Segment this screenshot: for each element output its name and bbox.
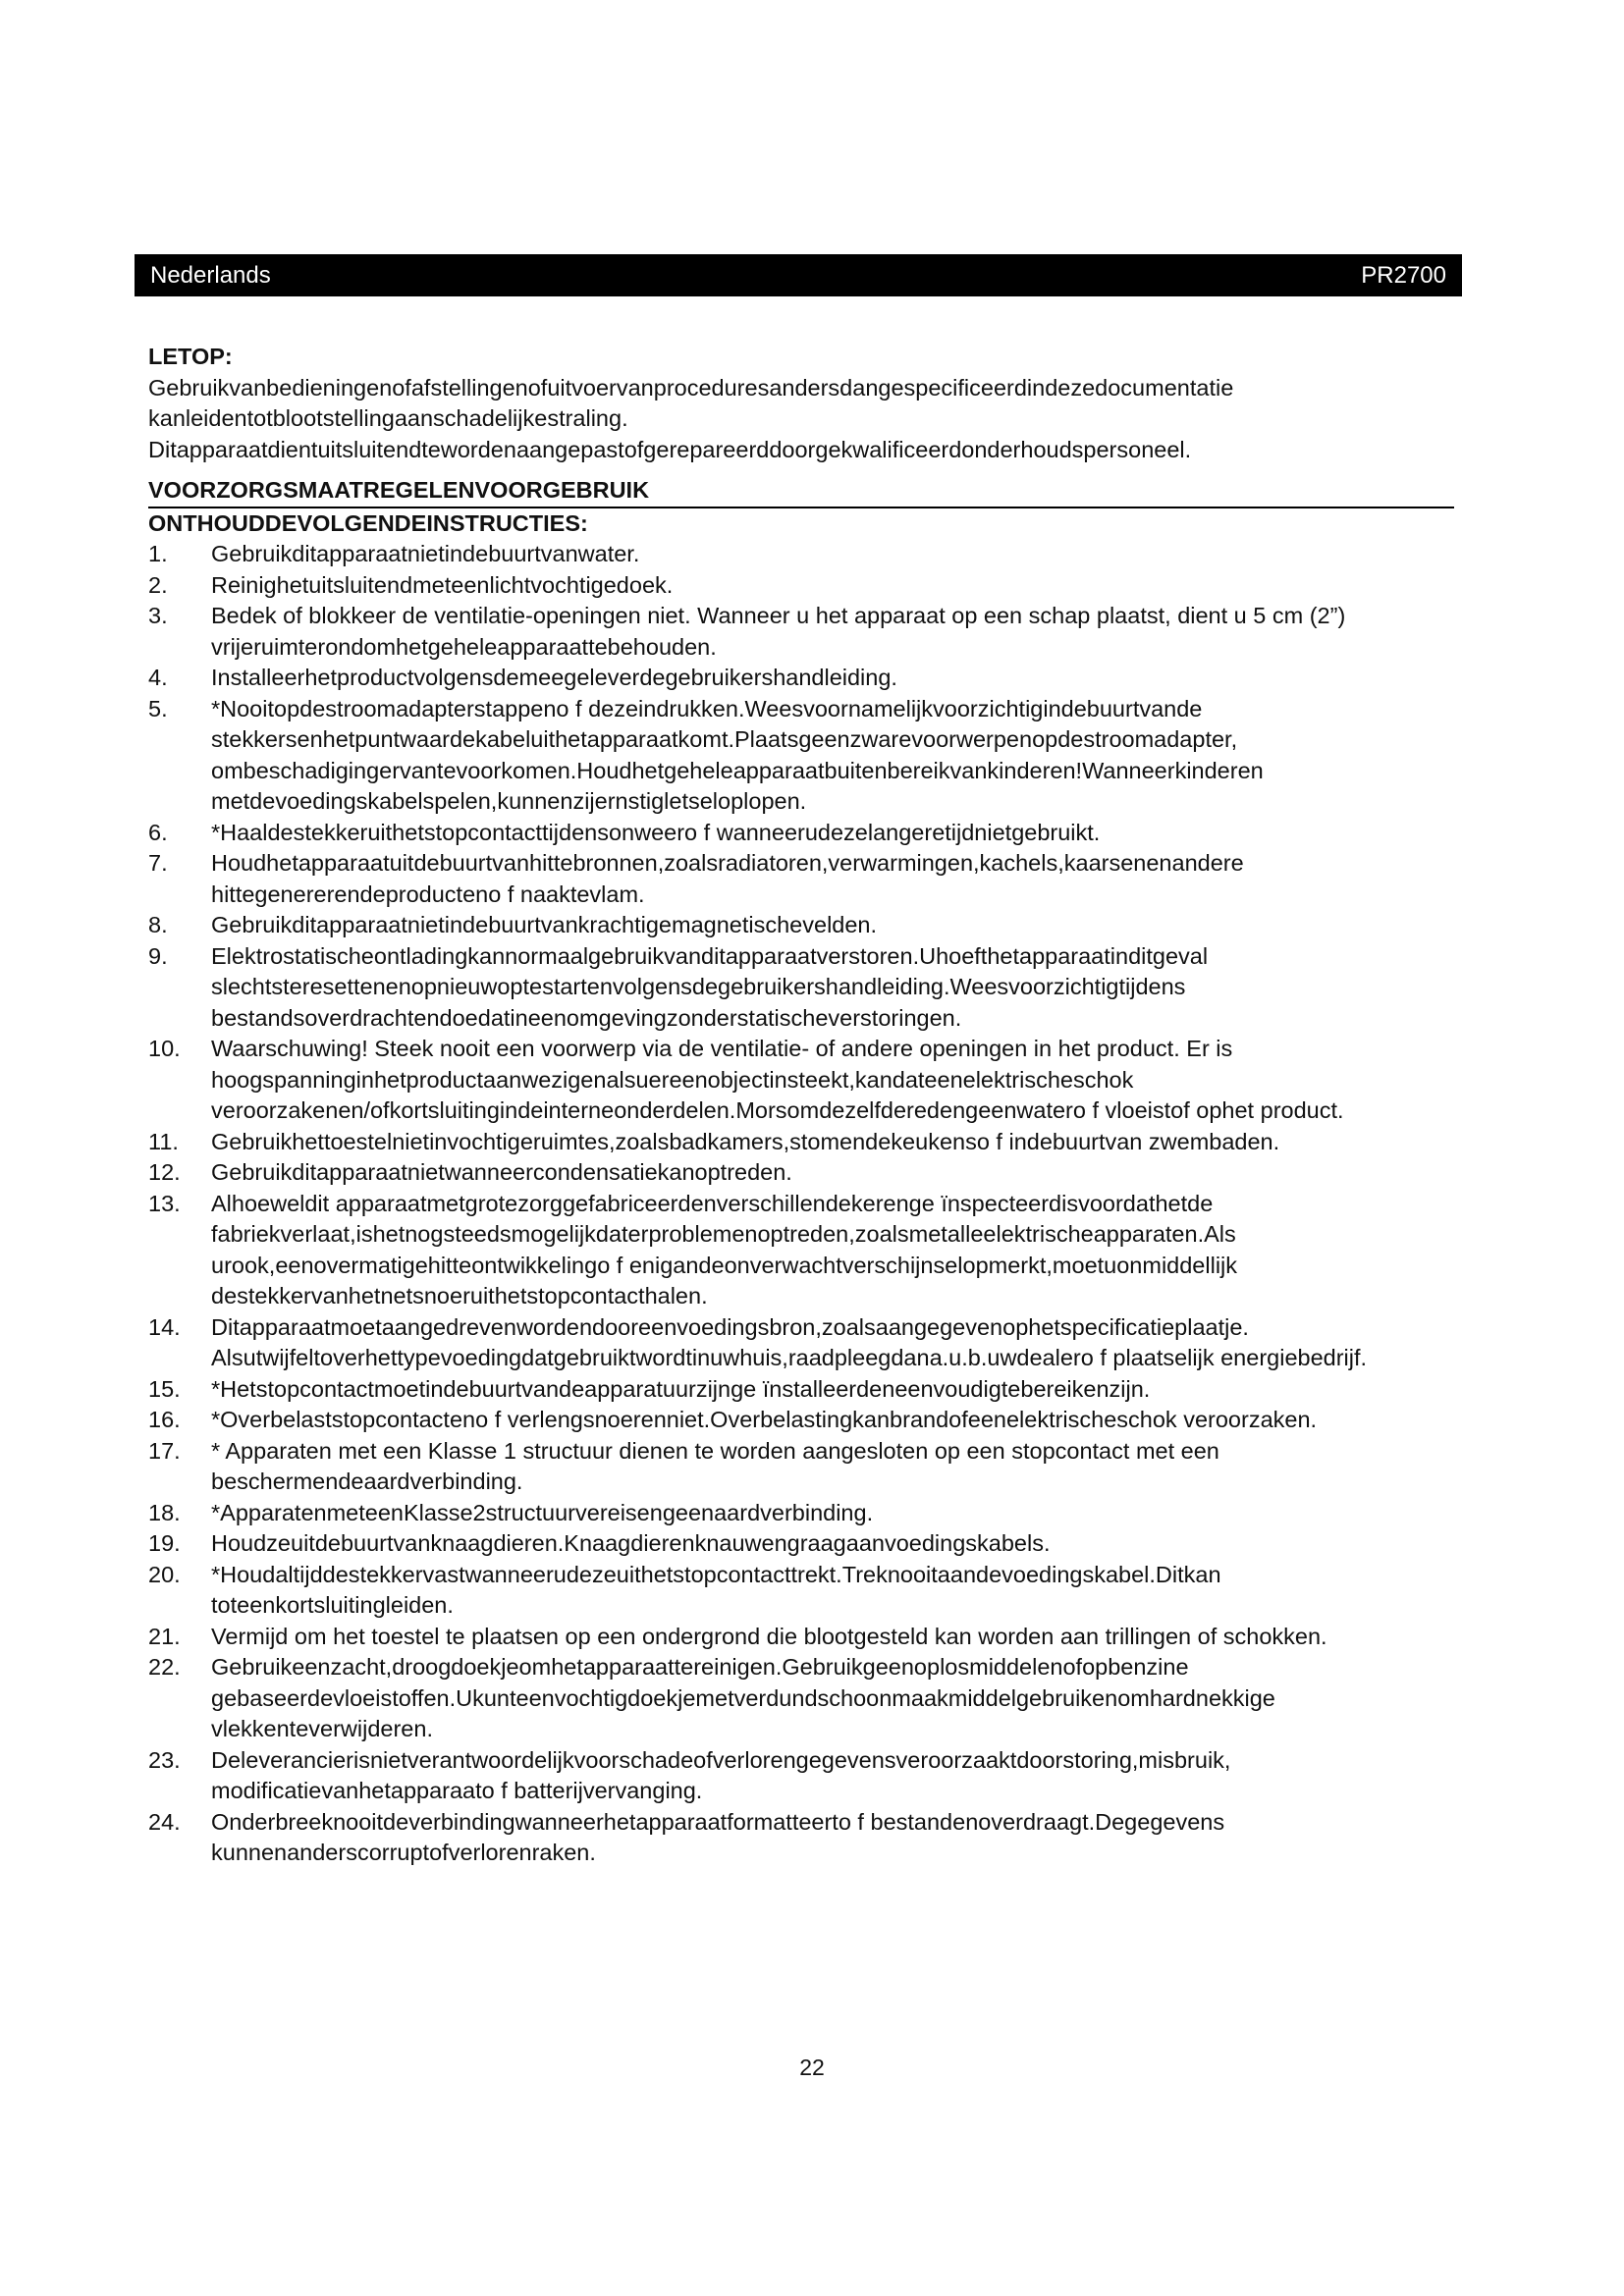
list-item-text: Houdhetapparaatuitdebuurtvanhittebronnen,zoalsradiatoren,verwarmingen,kachels,kaarsenenandere hittegenererendeproducteno f naaktevlam.	[211, 850, 1244, 907]
list-item-text: Onderbreeknooitdeverbindingwanneerhetapparaatformatteerto f bestandenoverdraagt.Degegevens kunnenanderscorruptofverlorenraken.	[211, 1808, 1225, 1865]
list-item-text: *ApparatenmeteenKlasse2structuurvereisengeenaardverbinding.	[211, 1499, 874, 1525]
list-item-text: Installeerhetproductvolgensdemeegeleverdegebruikershandleiding.	[211, 665, 897, 690]
list-item-text: Gebruikditapparaatnietindebuurtvanwater.	[211, 541, 640, 566]
list-item-number: 12.	[148, 1159, 181, 1185]
header-model: PR2700	[1361, 261, 1446, 289]
list-item-number: 9.	[148, 942, 168, 969]
list-item-number: 13.	[148, 1190, 181, 1216]
list-item	[148, 601, 1454, 663]
list-item-text: *Houdaltijddestekkervastwanneerudezeuithetstopcontacttrekt.Treknooitaandevoedingskabel.Ditkan toteenkortsluitingleiden.	[211, 1561, 1221, 1618]
list-item-number: 14.	[148, 1313, 181, 1340]
list-item	[148, 1034, 1454, 1127]
list-item	[148, 1560, 1454, 1622]
list-item-text: Reinighetuitsluitendmeteenlichtvochtigedoek.	[211, 571, 674, 598]
list-item	[148, 1652, 1454, 1745]
section-title: VOORZORGSMAATREGELENVOORGEBRUIK	[148, 477, 650, 503]
list-item-number: 23.	[148, 1746, 181, 1773]
list-item	[148, 1405, 1454, 1436]
list-item	[148, 910, 1454, 941]
list-item	[148, 1498, 1454, 1529]
list-item-number: 17.	[148, 1437, 181, 1464]
document-body	[148, 342, 1454, 1869]
list-item-number: 8.	[148, 912, 168, 937]
list-item-text: *Overbelaststopcontacteno f verlengsnoerenniet.Overbelastingkanbrandofeenelektrischeschok veroorzaken.	[211, 1407, 1318, 1432]
list-item-number: 6.	[148, 819, 168, 845]
list-item-text: Gebruikhettoestelnietinvochtigeruimtes,zoalsbadkamers,stomendekeukenso f indebuurtvan zwembaden.	[211, 1128, 1280, 1154]
list-item-number: 16.	[148, 1407, 181, 1432]
list-item-text: Ditapparaatmoetaangedrevenwordendooreenvoedingsbron,zoalsaangegevenophetspecificatieplaatje. Alsutwijfeltoverhettypevoedingdatgebruiktwordtinuwhuis,raadpleegdana.u.b.uwdealero f plaatselijk energiebedrijf.	[211, 1313, 1368, 1370]
list-item	[148, 694, 1454, 818]
list-item-text: Gebruikditapparaatnietwanneercondensatiekanoptreden.	[211, 1159, 792, 1185]
list-item	[148, 570, 1454, 602]
list-item-number: 2.	[148, 571, 168, 598]
list-item-number: 5.	[148, 695, 168, 721]
list-item	[148, 1807, 1454, 1869]
list-item-text: Elektrostatischeontladingkannormaalgebruikvanditapparaatverstoren.Uhoefthetapparaatinditgeval slechtsteresettenenopnieuwoptestartenvolgensdegebruikershandleiding.Weesvoorzichtigtijdens bestandsoverdrachtendoedatineenomgevingzonderstatischeverstoringen.	[211, 942, 1209, 1031]
list-item	[148, 1312, 1454, 1374]
list-item-text: Bedek of blokkeer de ventilatie-openingen niet. Wanneer u het apparaat op een schap plaatst, dient u 5 cm (2”) vrijeruimterondomhetgeheleapparaattebehouden.	[211, 603, 1346, 660]
list-item	[148, 941, 1454, 1035]
list-item-text: *Haaldestekkeruithetstopcontacttijdensonweero f wanneerudezelangeretijdnietgebruikt.	[211, 819, 1101, 845]
page-number: 22	[799, 2055, 825, 2080]
list-item-number: 4.	[148, 665, 168, 690]
list-item-number: 24.	[148, 1808, 181, 1835]
note-title: LETOP:	[148, 344, 233, 369]
list-item-number: 11.	[148, 1128, 179, 1154]
list-item-number: 21.	[148, 1623, 181, 1649]
list-item-number: 10.	[148, 1036, 181, 1061]
list-item	[148, 1622, 1454, 1653]
list-item	[148, 1127, 1454, 1158]
note-line-2: kanleidentotblootstellingaanschadelijkestraling.	[148, 405, 628, 431]
list-item-text: Gebruikditapparaatnietindebuurtvankrachtigemagnetischevelden.	[211, 912, 878, 937]
list-item-text: Waarschuwing! Steek nooit een voorwerp via de ventilatie- of andere openingen in het product. Er is hoogspanninginhetproductaanwezigenalsuereenobjectinsteekt,kandateenelektrischeschok veroorzakenen/ofkortsluitingindeinterneonderdelen.Morsomdezelfderedengeenwatero f vloeistof ophet product.	[211, 1036, 1344, 1123]
list-item	[148, 663, 1454, 694]
section-subtitle: ONTHOUDDEVOLGENDEINSTRUCTIES:	[148, 509, 588, 536]
list-item-number: 22.	[148, 1654, 181, 1680]
list-item-number: 15.	[148, 1375, 181, 1402]
list-item-text: Alhoeweldit apparaatmetgrotezorggefabriceerdenverschillendekerenge ïnspecteerdisvoordathetde fabriekverlaat,ishetnogsteedsmogelijkdaterproblemenoptreden,zoalsmetalleelektrischeapparaten.Als urook,eenovermatigehitteontwikkelingo f enigandeonverwachtverschijnselopmerkt,moetuonmiddellijk destekkervanhetnetsnoeruithetstopcontacthalen.	[211, 1190, 1238, 1308]
instruction-list	[148, 539, 1454, 1869]
list-item-text: Vermijd om het toestel te plaatsen op een ondergrond die blootgesteld kan worden aan trillingen of schokken.	[211, 1623, 1327, 1649]
list-item	[148, 1157, 1454, 1189]
header-bar	[135, 254, 1462, 296]
list-item	[148, 848, 1454, 910]
list-item	[148, 818, 1454, 849]
note-line-1: Gebruikvanbedieningenofafstellingenofuitvoervanproceduresandersdangespecificeerdindezedocumentatie	[148, 374, 1234, 400]
header-language: Nederlands	[150, 261, 271, 289]
list-item-number: 19.	[148, 1530, 181, 1556]
note-line-3: Ditapparaatdientuitsluitendtewordenaangepastofgerepareerddoorgekwalificeerdonderhoudspersoneel.	[148, 436, 1192, 462]
list-item-text: Gebruikeenzacht,droogdoekjeomhetapparaattereinigen.Gebruikgeenoplosmiddelenofopbenzine gebaseerdevloeistoffen.Ukunteenvochtigdoekjemetverdundschoonmaakmiddelgebruikenomhardnekkige vlekkenteverwijderen.	[211, 1654, 1275, 1741]
list-item	[148, 1374, 1454, 1406]
list-item-number: 7.	[148, 850, 168, 876]
list-item-text: Houdzeuitdebuurtvanknaagdieren.Knaagdierenknauwengraagaanvoedingskabels.	[211, 1530, 1051, 1556]
list-item-text: *Hetstopcontactmoetindebuurtvandeapparatuurzijnge ïnstalleerdeneenvoudigtebereikenzijn.	[211, 1375, 1151, 1402]
list-item-text: * Apparaten met een Klasse 1 structuur dienen te worden aangesloten op een stopcontact met een beschermendeaardverbinding.	[211, 1437, 1219, 1494]
list-item-number: 20.	[148, 1561, 181, 1587]
list-item-text: *Nooitopdestroomadapterstappeno f dezeindrukken.Weesvoornamelijkvoorzichtigindebuurtvande stekkersenhetpuntwaardekabeluithetapparaatkomt.Plaatsgeenzwarevoorwerpenopdestroomadapter, ombeschadigingervantevoorkomen.Houdhetgeheleapparaatbuitenbereikvankinderen!Wanneerkinderen metdevoedingskabelspelen,kunnenzijernstigletseloplopen.	[211, 695, 1264, 814]
list-item-number: 1.	[148, 541, 168, 566]
list-item	[148, 539, 1454, 570]
list-item-number: 3.	[148, 603, 168, 628]
list-item-number: 18.	[148, 1499, 181, 1525]
list-item-text: Deleverancierisnietverantwoordelijkvoorschadeofverlorengegevensveroorzaaktdoorstoring,misbruik, modificatievanhetapparaato f batterijvervanging.	[211, 1746, 1231, 1803]
list-item	[148, 1189, 1454, 1312]
list-item	[148, 1436, 1454, 1498]
list-item	[148, 1745, 1454, 1807]
list-item	[148, 1528, 1454, 1560]
